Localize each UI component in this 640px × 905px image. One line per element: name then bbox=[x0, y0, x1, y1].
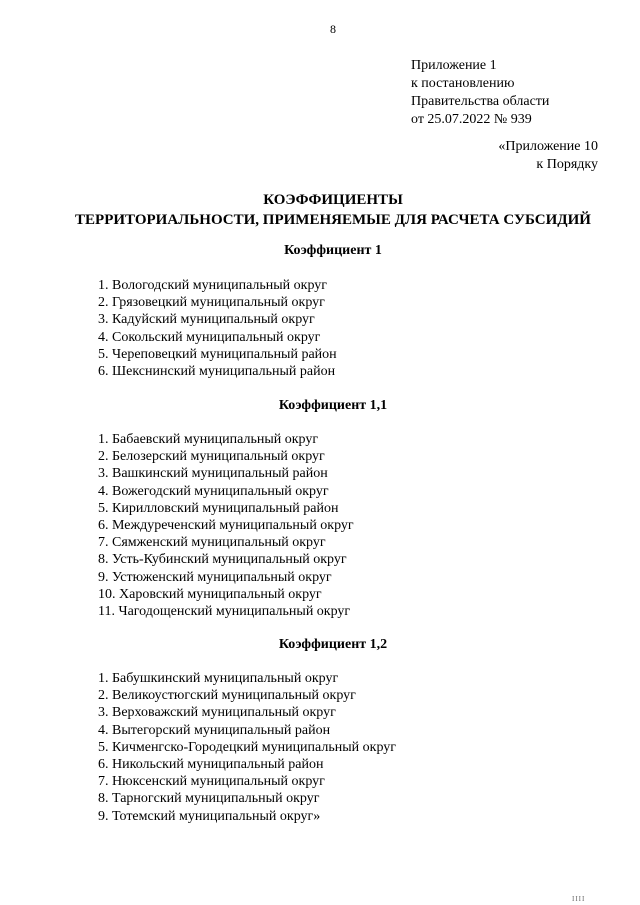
page-number: 8 bbox=[330, 22, 336, 36]
list-item: 3. Кадуйский муниципальный округ bbox=[98, 312, 315, 328]
section-heading-coef-1-2: Коэффициент 1,2 bbox=[278, 637, 388, 652]
list-item: 4. Сокольский муниципальный округ bbox=[98, 329, 321, 345]
list-item: 1. Вологодский муниципальный округ bbox=[98, 278, 328, 293]
section-heading-coef-1-1: Коэффициент 1,1 bbox=[278, 398, 388, 413]
list-item: 5. Кирилловский муниципальный район bbox=[98, 500, 339, 516]
list-item: 3. Верховажский муниципальный округ bbox=[98, 705, 336, 721]
appendix-title: Приложение 1 bbox=[411, 58, 497, 73]
appendix-ref-title: «Приложение 10 bbox=[498, 139, 598, 154]
list-item: 7. Нюксенский муниципальный округ bbox=[98, 774, 325, 790]
doc-title-line-2: ТЕРРИТОРИАЛЬНОСТИ, ПРИМЕНЯЕМЫЕ ДЛЯ РАСЧЕТА СУБСИДИЙ bbox=[75, 212, 591, 228]
list-item: 9. Тотемский муниципальный округ» bbox=[98, 808, 321, 824]
list-item: 3. Вашкинский муниципальный район bbox=[98, 466, 328, 482]
appendix-block bbox=[411, 57, 549, 129]
list-item: 2. Белозерский муниципальный округ bbox=[98, 449, 325, 465]
list-item: 5. Череповецкий муниципальный район bbox=[98, 346, 337, 362]
appendix-ref bbox=[498, 138, 598, 174]
district-list-coef-1-1 bbox=[98, 431, 354, 620]
list-item: 6. Шекснинский муниципальный район bbox=[98, 364, 336, 380]
district-list-coef-1 bbox=[98, 277, 337, 380]
footer-marks: IIII bbox=[572, 895, 586, 903]
list-item: 9. Устюженский муниципальный округ bbox=[98, 569, 332, 585]
list-item: 4. Вожегодский муниципальный округ bbox=[98, 483, 329, 499]
section-heading-coef-1: Коэффициент 1 bbox=[284, 243, 382, 258]
list-item: 11. Чагодощенский муниципальный округ bbox=[98, 604, 351, 620]
list-item: 8. Усть-Кубинский муниципальный округ bbox=[98, 552, 347, 568]
list-item: 8. Тарногский муниципальный округ bbox=[98, 791, 320, 807]
appendix-resolution: к постановлению bbox=[411, 76, 515, 91]
district-list-coef-1-2 bbox=[98, 670, 396, 825]
list-item: 7. Сямженский муниципальный округ bbox=[98, 535, 326, 551]
appendix-ref-order: к Порядку bbox=[536, 157, 598, 172]
doc-title-line-1: КОЭФФИЦИЕНТЫ bbox=[263, 192, 403, 208]
list-item: 2. Грязовецкий муниципальный округ bbox=[98, 295, 325, 311]
doc-title bbox=[0, 190, 640, 230]
appendix-government: Правительства области bbox=[411, 94, 550, 109]
list-item: 6. Междуреченский муниципальный округ bbox=[98, 518, 354, 534]
list-item: 4. Вытегорский муниципальный район bbox=[98, 722, 331, 738]
appendix-date: от 25.07.2022 № 939 bbox=[411, 112, 532, 127]
list-item: 2. Великоустюгский муниципальный округ bbox=[98, 688, 356, 704]
list-item: 6. Никольский муниципальный район bbox=[98, 757, 324, 773]
list-item: 1. Бабушкинский муниципальный округ bbox=[98, 671, 339, 686]
list-item: 10. Харовский муниципальный округ bbox=[98, 586, 322, 602]
list-item: 1. Бабаевский муниципальный округ bbox=[98, 432, 319, 447]
list-item: 5. Кичменгско-Городецкий муниципальный округ bbox=[98, 739, 396, 755]
